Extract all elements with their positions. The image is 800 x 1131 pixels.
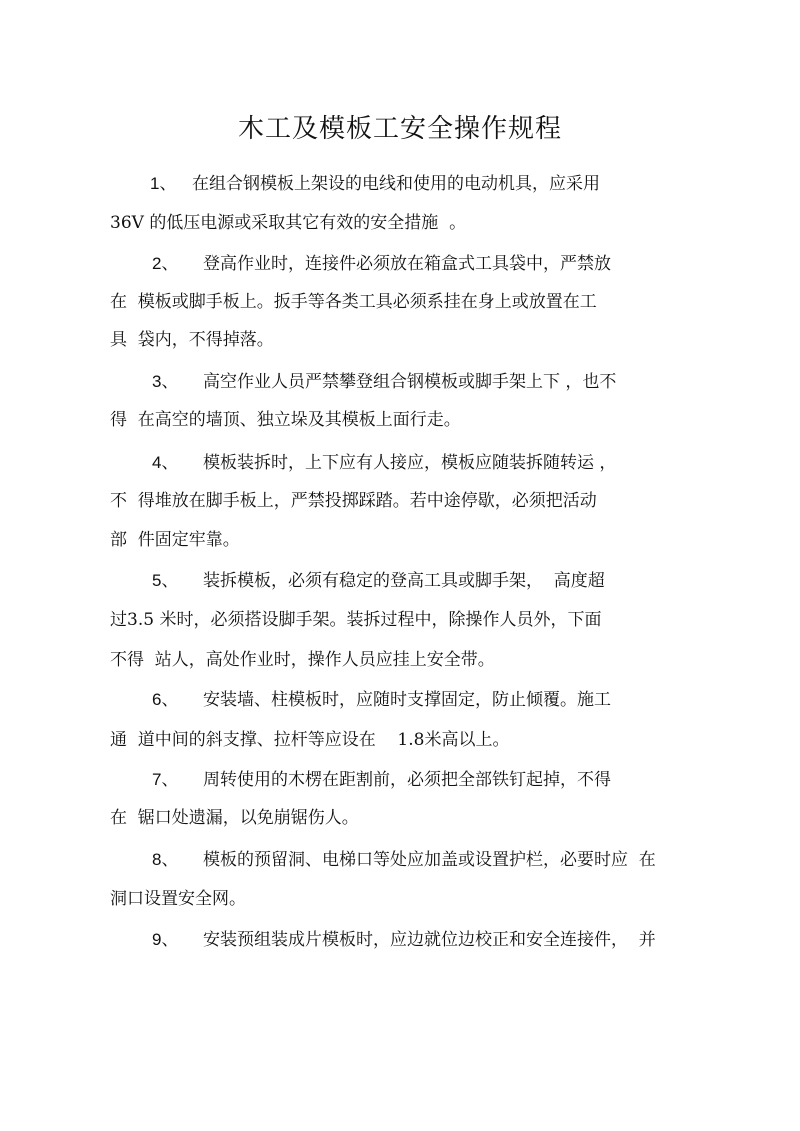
item-9-line-1: 安装预组装成片模板时，应边就位边校正和安全连接件， 并 [203,930,656,950]
item-6-number: 6、 [152,690,179,709]
item-7-line-2: 在 锯口处遗漏，以免崩锯伤人。 [110,808,359,828]
item-8-line-1: 模板的预留洞、电梯口等处应加盖或设置护栏，必要时应 在 [203,850,656,870]
item-4-line-1: 模板装拆时，上下应有人接应，模板应随装拆随转运 ， [203,453,617,473]
item-3-number: 3、 [152,372,179,391]
item-5-line-1: 装拆模板，必须有稳定的登高工具或脚手架， 高度超 [203,571,605,591]
item-2-line-3: 具 袋内，不得掉落。 [110,330,274,350]
item-3-line-1: 高空作业人员严禁攀登组合钢模板或脚手架上下 ，也不 [203,372,617,392]
item-2-number: 2、 [152,254,179,273]
item-8-number: 8、 [152,850,179,869]
item-5-line-2: 过3.5 米时，必须搭设脚手架。装拆过程中，除操作人员外，下面 [110,610,602,630]
item-1-line-1: 在组合钢模板上架设的电线和使用的电动机具，应采用 [192,174,600,194]
item-6-line-2: 通 道中间的斜支撑、拉杆等应设在 1.8米高以上。 [110,730,510,750]
item-7-line-1: 周转使用的木楞在距割前，必须把全部铁钉起掉，不得 [203,770,611,790]
item-4-line-3: 部 件固定牢靠。 [110,530,240,550]
item-7-number: 7、 [152,770,179,789]
item-1-line-2: 36V 的低压电源或采取其它有效的安全措施 。 [110,213,467,233]
item-5-number: 5、 [152,571,179,590]
item-1-number: 1、 [150,174,177,193]
item-5-line-3: 不得 站人，高处作业时，操作人员应挂上安全带。 [110,650,495,670]
item-2-line-1: 登高作业时，连接件必须放在箱盒式工具袋中，严禁放 [203,254,611,274]
item-6-line-1: 安装墙、柱模板时，应随时支撑固定，防止倾覆。施工 [203,690,611,710]
item-8-line-2: 洞口设置安全网。 [110,889,246,909]
document-title: 木工及模板工安全操作规程 [237,114,562,144]
item-4-number: 4、 [152,453,179,472]
item-2-line-2: 在 模板或脚手板上。扳手等各类工具必须系挂在身上或放置在工 [110,292,597,312]
item-4-line-2: 不 得堆放在脚手板上，严禁投掷踩踏。若中途停歇，必须把活动 [110,491,597,511]
item-9-number: 9、 [152,930,179,949]
item-3-line-2: 得 在高空的墙顶、独立垛及其模板上面行走。 [110,410,461,430]
